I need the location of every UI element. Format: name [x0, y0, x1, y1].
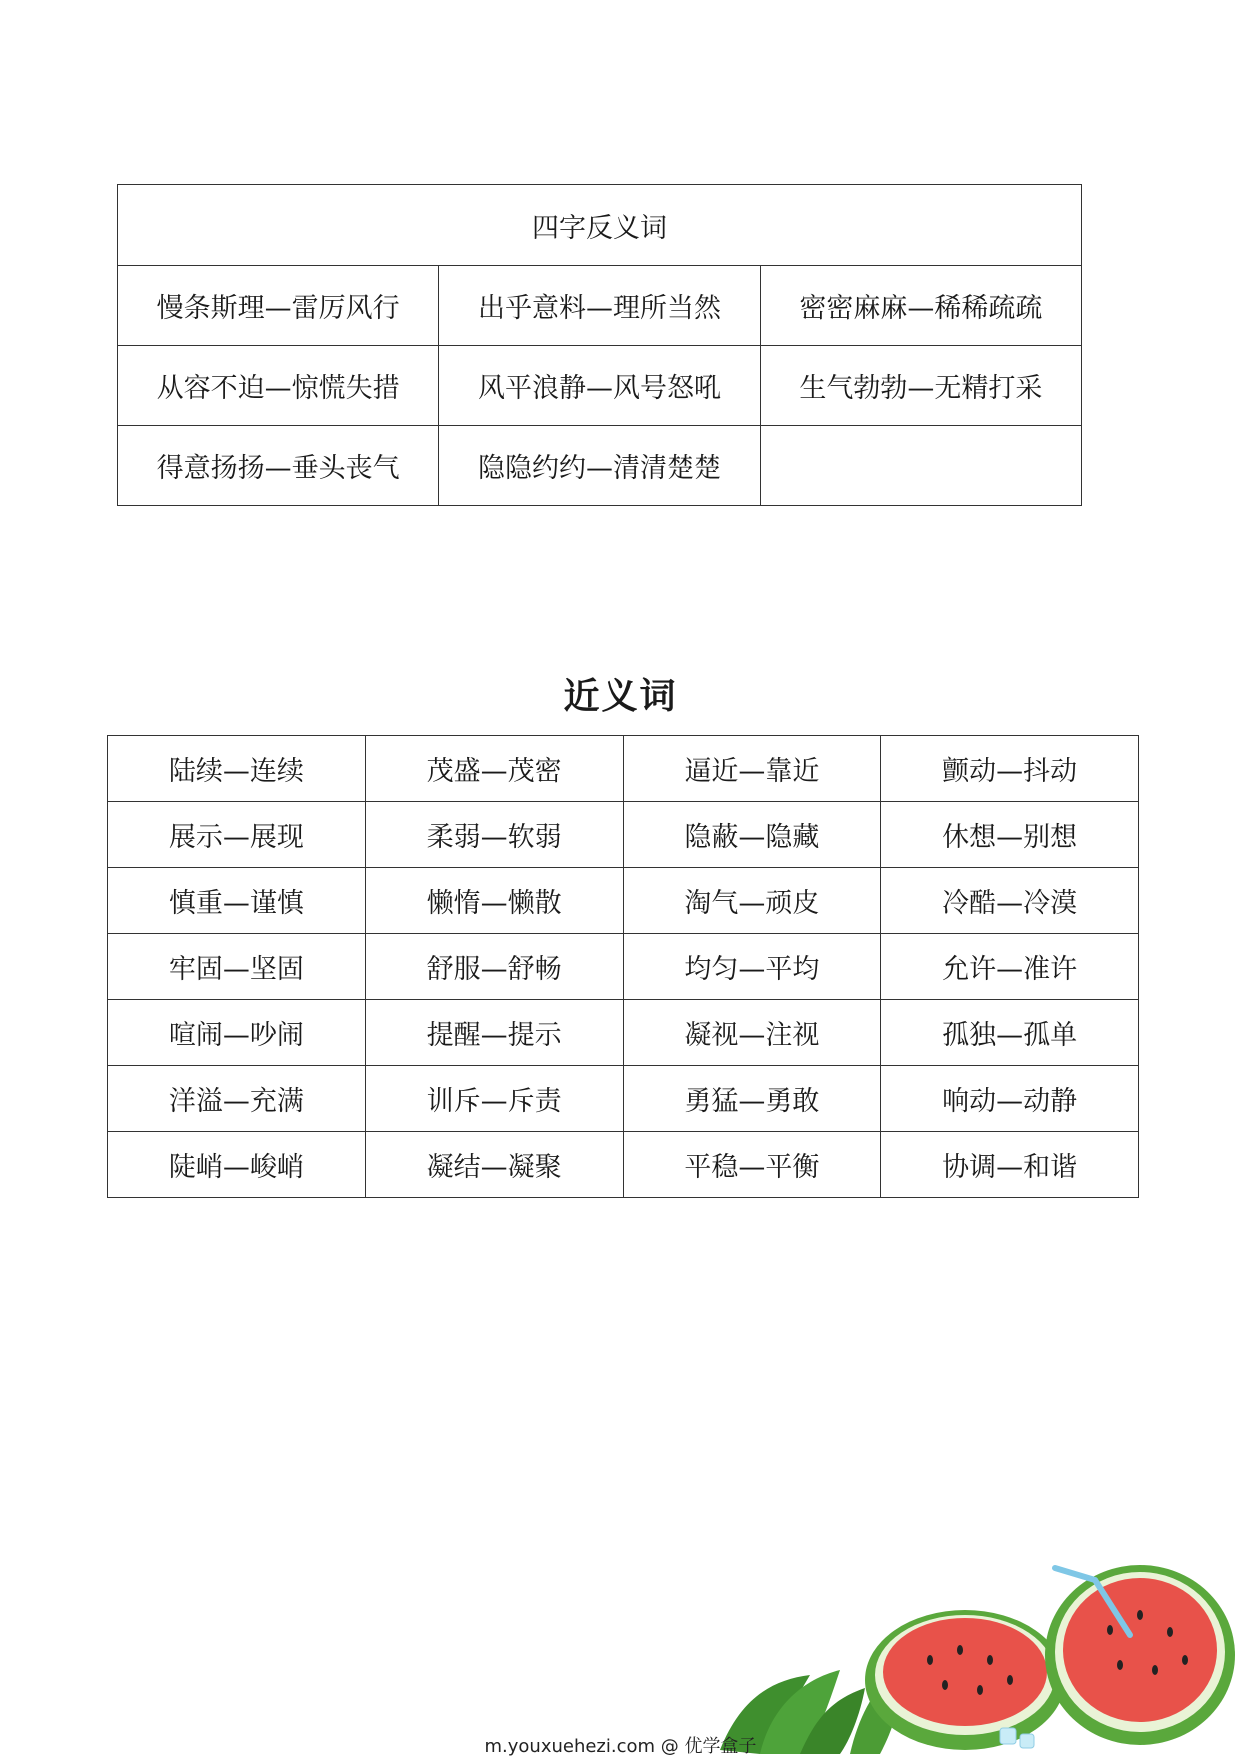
table-cell: 生气勃勃—无精打采: [760, 346, 1081, 426]
table-cell: 孤独—孤单: [881, 1000, 1139, 1066]
table-row: [108, 736, 1139, 802]
table-cell: 柔弱—软弱: [365, 802, 623, 868]
watermelon-half-right: [1045, 1565, 1235, 1745]
table-cell: 懒惰—懒散: [365, 868, 623, 934]
footer-source-text: m.youxuehezi.com @ 优学盒子: [484, 1736, 757, 1757]
synonym-section-title: 近义词: [563, 676, 678, 717]
table-cell: 风平浪静—风号怒吼: [439, 346, 760, 426]
table-cell: 牢固—坚固: [108, 934, 366, 1000]
table-row: [108, 1066, 1139, 1132]
table-cell: 从容不迫—惊慌失措: [118, 346, 439, 426]
table-cell: 勇猛—勇敢: [623, 1066, 881, 1132]
table-cell: [760, 426, 1081, 506]
table-row: [108, 1132, 1139, 1198]
table-cell: 隐蔽—隐藏: [623, 802, 881, 868]
table-cell: 允许—准许: [881, 934, 1139, 1000]
table-cell: 隐隐约约—清清楚楚: [439, 426, 760, 506]
table-row: [108, 1000, 1139, 1066]
table-cell: 响动—动静: [881, 1066, 1139, 1132]
table-cell: 密密麻麻—稀稀疏疏: [760, 266, 1081, 346]
table-row: [118, 426, 1082, 506]
table-cell: 凝结—凝聚: [365, 1132, 623, 1198]
table-row: [108, 868, 1139, 934]
table-cell: 展示—展现: [108, 802, 366, 868]
table-cell: 凝视—注视: [623, 1000, 881, 1066]
table-cell: 淘气—顽皮: [623, 868, 881, 934]
table-cell: 逼近—靠近: [623, 736, 881, 802]
table-cell: 得意扬扬—垂头丧气: [118, 426, 439, 506]
watermelon-half-left: [865, 1610, 1065, 1750]
table-row: [108, 934, 1139, 1000]
antonym-table-title: 四字反义词: [118, 185, 1082, 266]
antonym-table: [117, 184, 1082, 506]
table-cell: 洋溢—充满: [108, 1066, 366, 1132]
table-cell: 冷酷—冷漠: [881, 868, 1139, 934]
table-cell: 茂盛—茂密: [365, 736, 623, 802]
table-row: [118, 346, 1082, 426]
watermelon-illustration: [700, 1560, 1241, 1754]
table-cell: 平稳—平衡: [623, 1132, 881, 1198]
table-cell: 慎重—谨慎: [108, 868, 366, 934]
table-cell: 训斥—斥责: [365, 1066, 623, 1132]
table-cell: 舒服—舒畅: [365, 934, 623, 1000]
table-cell: 喧闹—吵闹: [108, 1000, 366, 1066]
table-cell: 陆续—连续: [108, 736, 366, 802]
table-cell: 出乎意料—理所当然: [439, 266, 760, 346]
table-cell: 慢条斯理—雷厉风行: [118, 266, 439, 346]
antonym-title-row: [118, 185, 1082, 266]
table-cell: 颤动—抖动: [881, 736, 1139, 802]
table-row: [108, 802, 1139, 868]
synonym-table: [107, 735, 1139, 1198]
table-row: [118, 266, 1082, 346]
table-cell: 陡峭—峻峭: [108, 1132, 366, 1198]
table-cell: 休想—别想: [881, 802, 1139, 868]
table-cell: 协调—和谐: [881, 1132, 1139, 1198]
table-cell: 均匀—平均: [623, 934, 881, 1000]
table-cell: 提醒—提示: [365, 1000, 623, 1066]
